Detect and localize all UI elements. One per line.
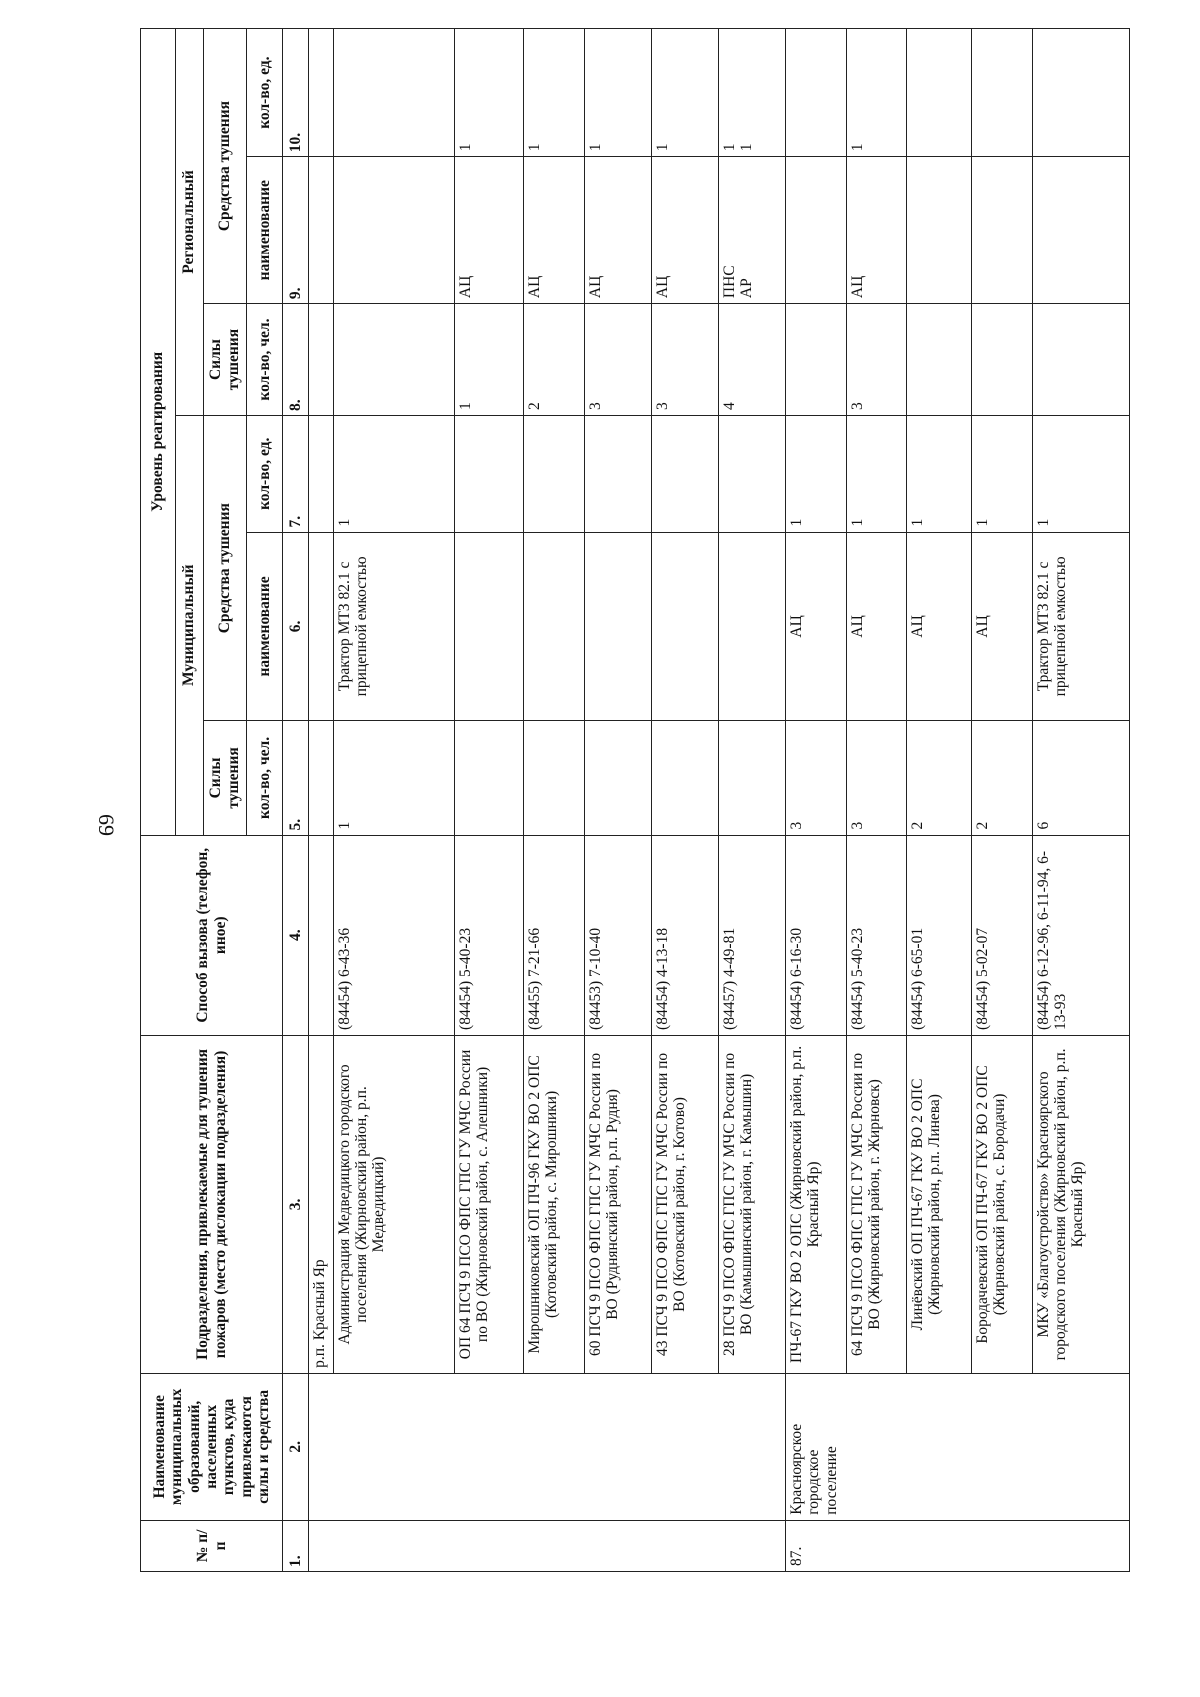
col-number: 6.	[283, 532, 309, 721]
table-cell	[971, 304, 1032, 416]
col-number: 1.	[283, 1520, 309, 1571]
col-number: 3.	[283, 1035, 309, 1373]
table-row	[333, 29, 454, 1572]
header-qty-units-r: кол-во, ед.	[246, 29, 283, 157]
table-cell	[971, 157, 1032, 304]
table-cell: ОП 64 ПСЧ 9 ПСО ФПС ГПС ГУ МЧС России по ВО (Жирновский район, с. Алешники)	[454, 1035, 523, 1373]
table-cell: МКУ «Благоустройство» Красноярского городского поселения (Жирновский район, р.п. Красный Яр)	[1032, 1035, 1129, 1373]
table-cell	[785, 157, 846, 304]
table-cell	[651, 532, 718, 721]
table-cell: 3	[846, 304, 907, 416]
header-means-m: Средства тушения	[203, 416, 246, 721]
table-cell: (84454) 6-16-30	[785, 835, 846, 1035]
table-cell: 1	[333, 416, 454, 533]
table-row	[907, 29, 972, 1572]
table-cell: АЦ	[454, 157, 523, 304]
table-cell: 1	[454, 29, 523, 157]
table-cell	[1032, 29, 1129, 157]
table-cell	[524, 416, 585, 533]
table-cell: 1	[584, 29, 651, 157]
header-level: Уровень реагирования	[141, 29, 176, 836]
col-number: 4.	[283, 835, 309, 1035]
block1-subheader: р.п. Красный Яр	[309, 1035, 333, 1373]
table-cell: АЦ	[785, 532, 846, 721]
col-number: 9.	[283, 157, 309, 304]
table-cell	[333, 304, 454, 416]
table-cell: (84453) 7-10-40	[584, 835, 651, 1035]
table-cell: 4	[718, 304, 785, 416]
header-qty-people-r: кол-во, чел.	[246, 304, 283, 416]
response-table	[140, 28, 1130, 1572]
table-cell: (84457) 4-49-81	[718, 835, 785, 1035]
block1-municipality	[309, 1373, 785, 1520]
table-cell: Линёвский ОП ПЧ-67 ГКУ ВО 2 ОПС (Жирновский район, р.п. Линева)	[907, 1035, 972, 1373]
table-cell: (84454) 6-12-96, 6-11-94, 6-13-93	[1032, 835, 1129, 1035]
table-cell: 64 ПСЧ 9 ПСО ФПС ГПС ГУ МЧС России по ВО (Жирновский район, г. Жирновск)	[846, 1035, 907, 1373]
table-cell: 1 1	[718, 29, 785, 157]
table-row	[651, 29, 718, 1572]
table-cell: Мирошниковский ОП ПЧ-96 ГКУ ВО 2 ОПС (Котовский район, с. Мирошники)	[524, 1035, 585, 1373]
table-cell: 1	[846, 416, 907, 533]
table-row	[584, 29, 651, 1572]
table-cell	[333, 157, 454, 304]
table-cell: Трактор МТЗ 82.1 с прицепной емкостью	[333, 532, 454, 721]
header-name-m: наименование	[246, 532, 283, 721]
col-number: 7.	[283, 416, 309, 533]
table-cell: АЦ	[971, 532, 1032, 721]
header-means-r: Средства тушения	[203, 29, 246, 304]
table-cell	[524, 721, 585, 835]
table-cell: АЦ	[584, 157, 651, 304]
table-cell	[1032, 304, 1129, 416]
header-name-r: наименование	[246, 157, 283, 304]
table-cell: ПЧ-67 ГКУ ВО 2 ОПС (Жирновский район, р.п. Красный Яр)	[785, 1035, 846, 1373]
table-cell: 3	[785, 721, 846, 835]
table-cell	[718, 532, 785, 721]
block2-municipality: Красноярское городское поселение	[785, 1373, 1129, 1520]
table-cell: 2	[524, 304, 585, 416]
header-qty-units-m: кол-во, ед.	[246, 416, 283, 533]
table-row	[1032, 29, 1129, 1572]
table-row	[718, 29, 785, 1572]
page-number: 69	[94, 814, 119, 836]
table-cell: (84455) 7-21-66	[524, 835, 585, 1035]
table-cell: 1	[846, 29, 907, 157]
table-cell: (84454) 6-65-01	[907, 835, 972, 1035]
table-cell: 28 ПСЧ 9 ПСО ФПС ГПС ГУ МЧС России по ВО (Камышинский район, г. Камышин)	[718, 1035, 785, 1373]
table-cell	[785, 29, 846, 157]
table-cell: 3	[651, 304, 718, 416]
block1-num	[309, 1520, 785, 1571]
table-cell: (84454) 4-13-18	[651, 835, 718, 1035]
table-cell: (84454) 5-40-23	[454, 835, 523, 1035]
table-cell: ПНС АР	[718, 157, 785, 304]
table-cell	[651, 416, 718, 533]
table-row	[971, 29, 1032, 1572]
table-cell	[718, 721, 785, 835]
table-cell: Администрация Медведицкого городского поселения (Жирновский район, р.п. Медведицкий)	[333, 1035, 454, 1373]
block2-num: 87.	[785, 1520, 1129, 1571]
table-cell	[1032, 157, 1129, 304]
table-cell: 1	[454, 304, 523, 416]
col-number: 2.	[283, 1373, 309, 1520]
table-cell	[971, 29, 1032, 157]
table-cell	[785, 304, 846, 416]
table-cell	[907, 29, 972, 157]
table-cell: АЦ	[907, 532, 972, 721]
table-cell: 2	[971, 721, 1032, 835]
column-number-row	[283, 29, 309, 1572]
table-cell	[524, 532, 585, 721]
header-municipality: Наименование муниципальных образований, населенных пунктов, куда привлекаются силы и средства	[141, 1373, 283, 1520]
table-cell: АЦ	[846, 157, 907, 304]
header-num: № п/п	[141, 1520, 283, 1571]
table-cell	[584, 721, 651, 835]
table-cell: 43 ПСЧ 9 ПСО ФПС ГПС ГУ МЧС России по ВО (Котовский район, г. Котово)	[651, 1035, 718, 1373]
table-cell	[333, 29, 454, 157]
col-number: 10.	[283, 29, 309, 157]
table-cell	[651, 721, 718, 835]
header-call-method: Способ вызова (телефон, иное)	[141, 835, 283, 1035]
table-row	[524, 29, 585, 1572]
table-cell: (84454) 6-43-36	[333, 835, 454, 1035]
table-cell	[718, 416, 785, 533]
block1-body	[309, 29, 785, 1572]
table-cell: Бородачевский ОП ПЧ-67 ГКУ ВО 2 ОПС (Жирновский район, с. Бородачи)	[971, 1035, 1032, 1373]
table-cell: 6	[1032, 721, 1129, 835]
table-row	[846, 29, 907, 1572]
table-cell: 1	[524, 29, 585, 157]
block2-body	[785, 29, 1129, 1572]
col-number: 8.	[283, 304, 309, 416]
header-regional: Региональный	[175, 29, 203, 416]
table-cell: 1	[651, 29, 718, 157]
table-cell: 3	[584, 304, 651, 416]
table-cell: 1	[1032, 416, 1129, 533]
table-cell	[907, 157, 972, 304]
header-forces-m: Силы тушения	[203, 721, 246, 835]
table-cell: АЦ	[524, 157, 585, 304]
table-row	[454, 29, 523, 1572]
table-cell: 1	[785, 416, 846, 533]
header-qty-people-m: кол-во, чел.	[246, 721, 283, 835]
table-cell: 2	[907, 721, 972, 835]
table-cell: 60 ПСЧ 9 ПСО ФПС ГПС ГУ МЧС России по ВО (Руднянский район, р.п. Рудня)	[584, 1035, 651, 1373]
table-cell	[454, 532, 523, 721]
rotated-table-container	[140, 28, 1130, 1572]
table-cell: 3	[846, 721, 907, 835]
table-cell	[907, 304, 972, 416]
header-units: Подразделения, привлекаемые для тушения пожаров (место дислокации подразделения)	[141, 1035, 283, 1373]
table-cell	[584, 532, 651, 721]
table-cell: (84454) 5-02-07	[971, 835, 1032, 1035]
table-cell: (84454) 5-40-23	[846, 835, 907, 1035]
col-number: 5.	[283, 721, 309, 835]
table-cell	[584, 416, 651, 533]
table-cell: 1	[907, 416, 972, 533]
table-cell	[454, 416, 523, 533]
table-cell: Трактор МТЗ 82.1 с прицепной емкостью	[1032, 532, 1129, 721]
table-cell: АЦ	[846, 532, 907, 721]
table-cell	[454, 721, 523, 835]
table-cell: 1	[333, 721, 454, 835]
table-cell: 1	[971, 416, 1032, 533]
header-forces-r: Силы тушения	[203, 304, 246, 416]
table-cell: АЦ	[651, 157, 718, 304]
table-row	[785, 29, 846, 1572]
header-municipal: Муниципальный	[175, 416, 203, 836]
